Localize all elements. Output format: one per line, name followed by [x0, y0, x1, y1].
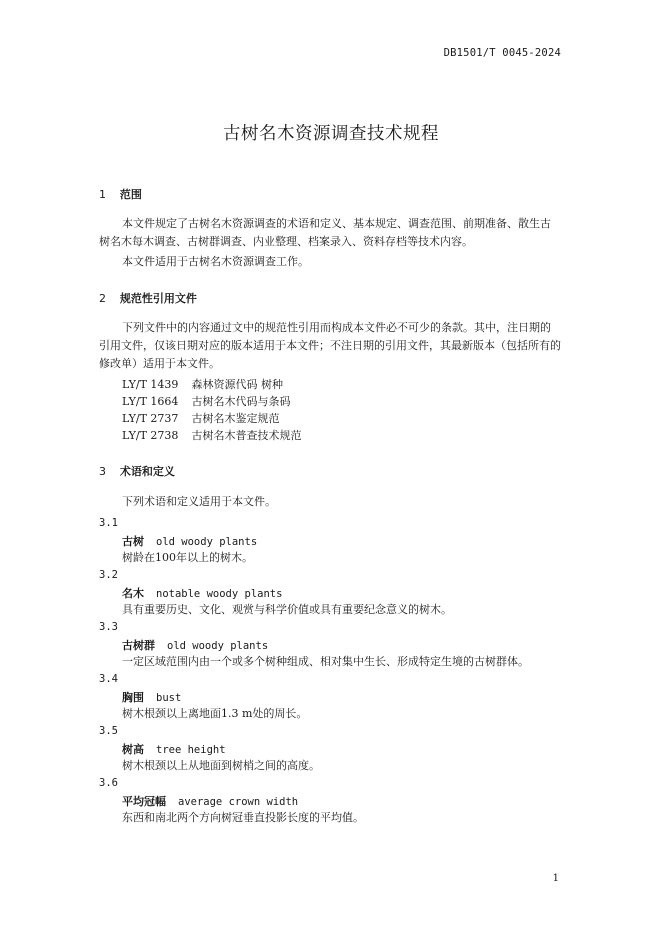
page-number: 1	[552, 873, 559, 884]
term-number: 3.2	[99, 569, 118, 581]
term-chinese: 胸围	[122, 691, 144, 704]
reference-name: 古树名木鉴定规范	[191, 412, 280, 425]
section-heading-terms	[99, 463, 175, 479]
term-heading	[122, 741, 226, 757]
terms-intro: 下列术语和定义适用于本文件。	[122, 495, 276, 508]
section-heading-normative-references	[99, 290, 197, 306]
document-title: 古树名木资源调查技术规程	[223, 124, 439, 144]
term-chinese: 树高	[122, 743, 144, 756]
term-heading	[122, 533, 257, 549]
reference-code: LY/T 2737	[122, 412, 179, 425]
section-number: 1	[99, 188, 106, 201]
scope-paragraph-2: 本文件适用于古树名木资源调查工作。	[122, 255, 309, 268]
standard-code: DB1501/T 0045-2024	[443, 47, 561, 59]
section-title: 术语和定义	[119, 465, 175, 478]
term-heading	[122, 637, 268, 653]
reference-item	[122, 427, 302, 443]
term-number: 3.3	[99, 621, 118, 633]
term-chinese: 平均冠幅	[122, 795, 166, 808]
section-number: 2	[99, 292, 106, 305]
term-number: 3.1	[99, 517, 118, 529]
term-number: 3.4	[99, 673, 118, 685]
references-intro: 下列文件中的内容通过文中的规范性引用而构成本文件必不可少的条款。其中，注日期的引用文件，仅该日期对应的版本适用于本文件；不注日期的引用文件，其最新版本（包括所有的修改单）适用于本文件。	[99, 321, 561, 370]
section-title: 规范性引用文件	[119, 292, 197, 305]
reference-code: LY/T 2738	[122, 429, 179, 442]
term-definition: 一定区域范围内由一个或多个树种组成、相对集中生长、形成特定生境的古树群体。	[122, 655, 529, 668]
term-heading	[122, 585, 282, 601]
term-definition: 具有重要历史、文化、观赏与科学价值或具有重要纪念意义的树木。	[122, 603, 452, 616]
reference-name: 森林资源代码 树种	[191, 378, 283, 391]
term-definition: 东西和南北两个方向树冠垂直投影长度的平均值。	[122, 811, 364, 824]
reference-code: LY/T 1664	[122, 395, 179, 408]
term-heading	[122, 689, 181, 705]
term-definition: 树木根颈以上从地面到树梢之间的高度。	[122, 759, 320, 772]
scope-paragraph-1: 本文件规定了古树名木资源调查的术语和定义、基本规定、调查范围、前期准备、散生古树名木每木调查、古树群调查、内业整理、档案录入、资料存档等技术内容。	[99, 217, 551, 248]
reference-name: 古树名木普查技术规范	[191, 429, 302, 442]
term-english: old woody plants	[156, 536, 258, 548]
section-number: 3	[99, 465, 106, 478]
reference-item	[122, 393, 291, 409]
reference-item	[122, 376, 283, 392]
term-chinese: 古树	[122, 535, 144, 548]
section-title: 范围	[119, 188, 142, 201]
reference-name: 古树名木代码与条码	[191, 395, 291, 408]
term-english: bust	[156, 692, 182, 704]
reference-item	[122, 410, 280, 426]
term-definition: 树木根颈以上离地面1.3 m处的周长。	[122, 707, 308, 720]
reference-code: LY/T 1439	[122, 378, 179, 391]
term-definition: 树龄在100年以上的树木。	[122, 551, 253, 564]
term-english: average crown width	[178, 796, 299, 808]
term-number: 3.5	[99, 725, 118, 737]
term-chinese: 古树群	[122, 639, 155, 652]
term-english: notable woody plants	[156, 588, 283, 600]
term-number: 3.6	[99, 777, 118, 789]
term-english: old woody plants	[167, 640, 269, 652]
section-heading-scope	[99, 186, 142, 202]
term-chinese: 名木	[122, 587, 144, 600]
term-english: tree height	[156, 744, 226, 756]
term-heading	[122, 793, 298, 809]
